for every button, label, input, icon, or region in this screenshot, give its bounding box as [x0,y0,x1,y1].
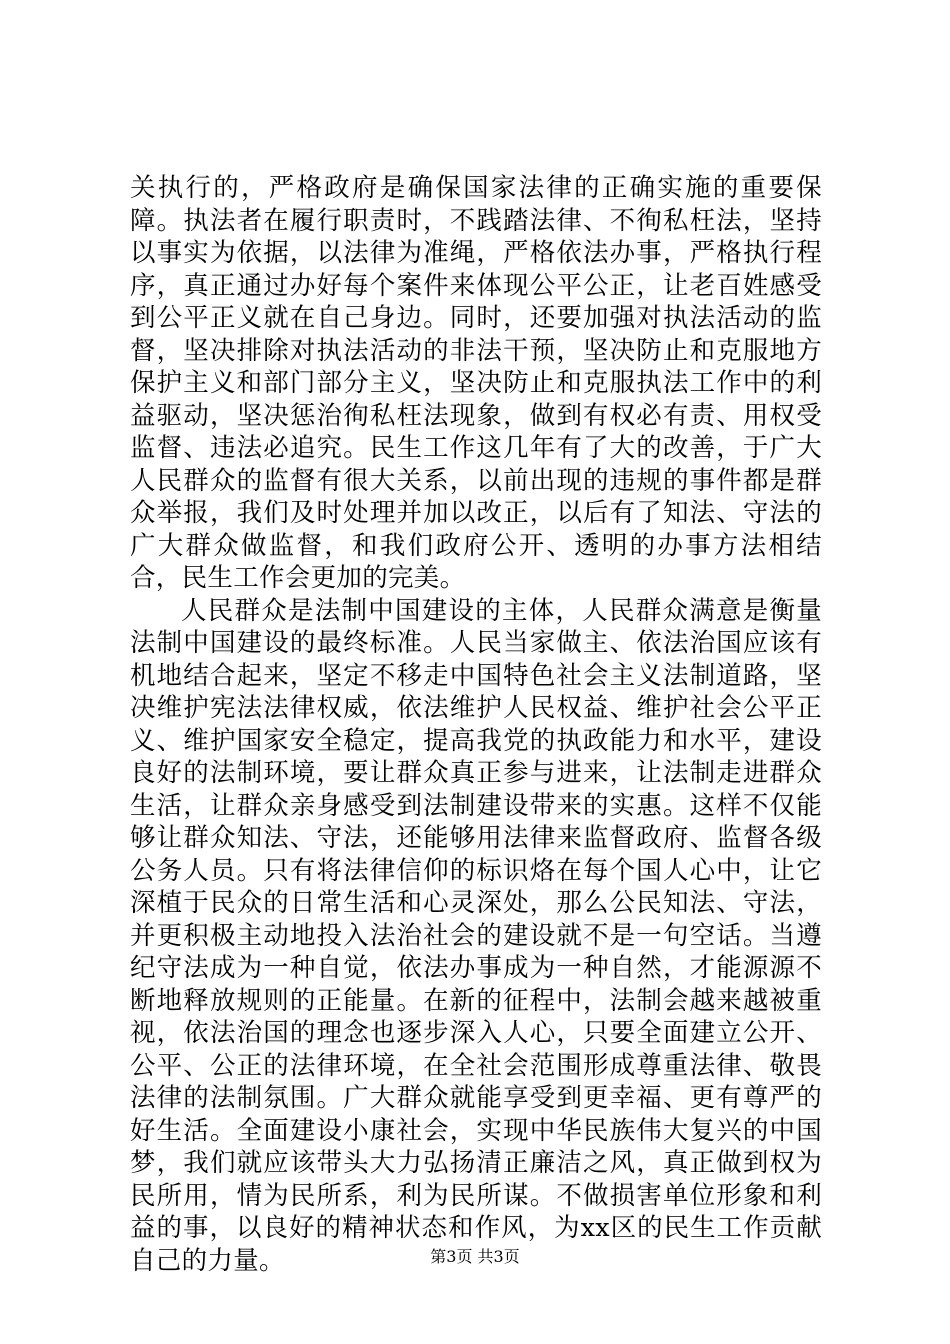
page-footer: 第3页 共3页 [430,1247,520,1266]
paragraph-people: 人民群众是法制中国建设的主体，人民群众满意是衡量法制中国建设的最终标准。人民当家做主、依法治国应该有机地结合起来，坚定不移走中国特色社会主义法制道路，坚决维护宪法法律权威，依法维护人民权益、维护社会公平正义、维护国家安全稳定，提高我党的执政能力和水平，建设良好的法制环境，要让群众真正参与进来，让法制走进群众生活，让群众亲身感受到法制建设带来的实惠。这样不仅能够让群众知法、守法，还能够用法律来监督政府、监督各级公务人员。只有将法律信仰的标识烙在每个国人心中，让它深植于民众的日常生活和心灵深处，那么公民知法、守法，并更积极主动地投入法治社会的建设就不是一句空话。当遵纪守法成为一种自觉，依法办事成为一种自然，才能源源不断地释放规则的正能量。在新的征程中，法制会越来越被重视，依法治国的理念也逐步深入人心，只要全面建立公开、公平、公正的法律环境，在全社会范围形成尊重法律、敬畏法律的法制氛围。广大群众就能享受到更幸福、更有尊严的好生活。全面建设小康社会，实现中华民族伟大复兴的中国梦，我们就应该带头大力弘扬清正廉洁之风，真正做到权为民所用，情为民所系，利为民所谋。不做损害单位形象和利益的事，以良好的精神状态和作风，为xx区的民生工作贡献自己的力量。 [130,595,822,1276]
paragraph-continuation: 关执行的，严格政府是确保国家法律的正确实施的重要保障。执法者在履行职责时，不践踏法律、不徇私枉法，坚持以事实为依据，以法律为准绳，严格依法办事，严格执行程序，真正通过办好每个案件来体现公平公正，让老百姓感受到公平正义就在自己身边。同时，还要加强对执法活动的监督，坚决排除对执法活动的非法干预，坚决防止和克服地方保护主义和部门部分主义，坚决防止和克服执法工作中的利益驱动，坚决惩治徇私枉法现象，做到有权必有责、用权受监督、违法必追究。民生工作这几年有了大的改善，于广大人民群众的监督有很大关系，以前出现的违规的事件都是群众举报，我们及时处理并加以改正，以后有了知法、守法的广大群众做监督，和我们政府公开、透明的办事方法相结合，民生工作会更加的完美。 [130,173,822,593]
document-body [130,172,822,1277]
